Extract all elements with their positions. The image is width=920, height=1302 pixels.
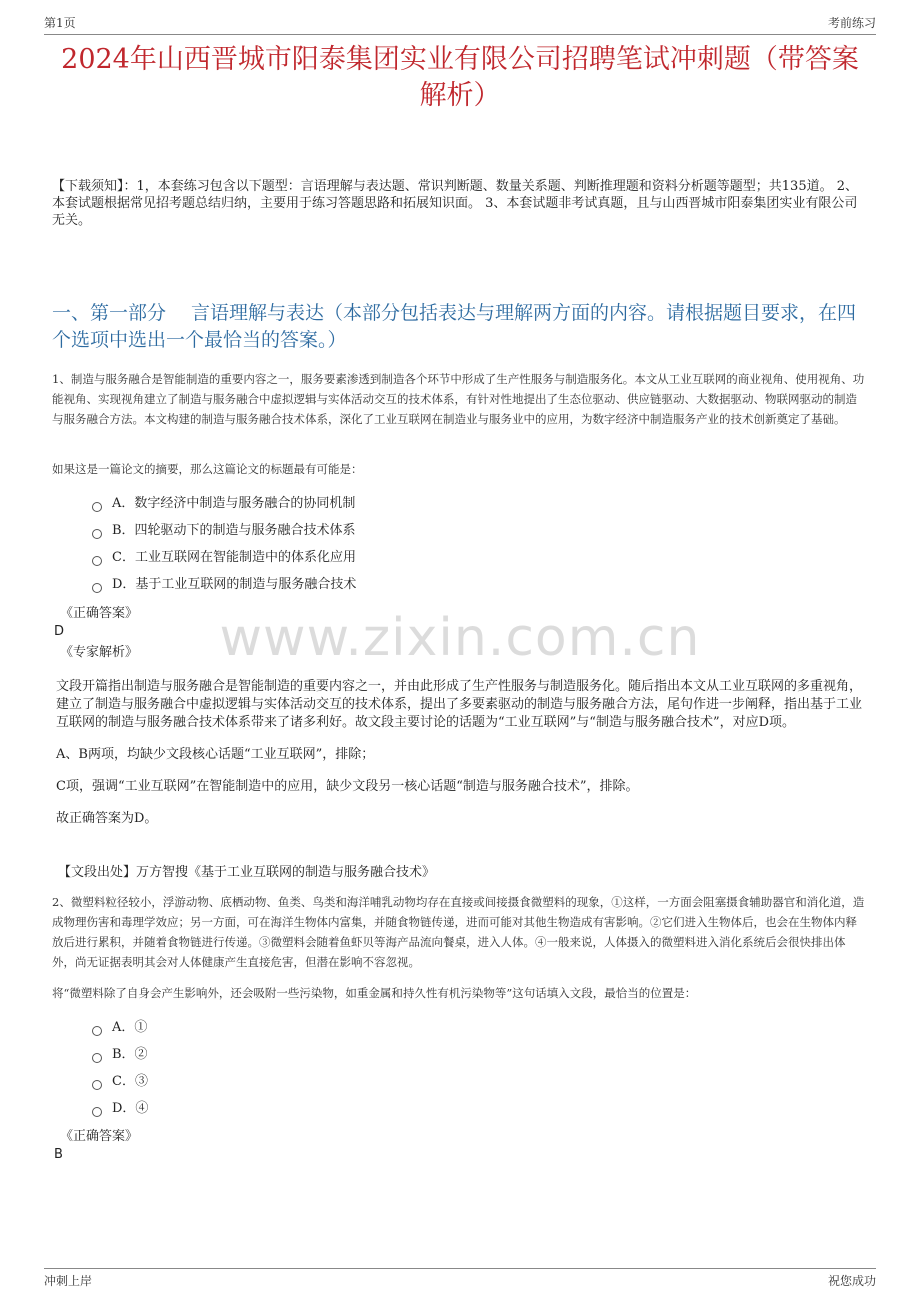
- option-b[interactable]: [92, 517, 356, 544]
- option-label: A．①: [112, 1020, 148, 1035]
- option-label: C．工业互联网在智能制造中的体系化应用: [112, 550, 356, 565]
- document-title: 2024年山西晋城市阳泰集团实业有限公司招聘笔试冲刺题（带答案解析）: [61, 44, 859, 111]
- option-label: D．基于工业互联网的制造与服务融合技术: [112, 577, 357, 592]
- answer-value: B: [54, 1147, 63, 1162]
- passage-source: 【文段出处】万方智搜《基于工业互联网的制造与服务融合技术》: [58, 865, 436, 880]
- radio-icon[interactable]: [92, 1080, 102, 1090]
- radio-icon[interactable]: [92, 1026, 102, 1036]
- option-a[interactable]: [92, 1014, 148, 1041]
- radio-icon[interactable]: [92, 502, 102, 512]
- option-label: A．数字经济中制造与服务融合的协同机制: [112, 496, 356, 511]
- analysis-body: [56, 678, 864, 842]
- footer-right-text: 祝您成功: [827, 1274, 876, 1288]
- option-c[interactable]: [92, 544, 356, 571]
- analysis-paragraph: 故正确答案为D。: [56, 811, 158, 826]
- answer-label: 《正确答案》: [60, 606, 139, 621]
- header-right-text: 考前练习: [827, 16, 876, 30]
- page-number: 第1页: [44, 16, 76, 30]
- answer-label: 《正确答案》: [60, 1129, 139, 1144]
- analysis-paragraph: 文段开篇指出制造与服务融合是智能制造的重要内容之一，并由此形成了生产性服务与制造服务化。随后指出本文从工业互联网的多重视角，建立了制造与服务融合中虚拟逻辑与实体活动交互的技术体系，提出了多要素驱动的制造与服务融合方法，尾句作进一步阐释，指出基于工业互联网的制造与服务融合技术体系带来了诸多利好。故文段主要讨论的话题为“工业互联网”与“制造与服务融合技术”，对应D项。: [56, 679, 863, 730]
- option-label: D．④: [112, 1101, 149, 1116]
- radio-icon[interactable]: [92, 529, 102, 539]
- option-label: C．③: [112, 1074, 148, 1089]
- option-d[interactable]: [92, 1095, 148, 1122]
- page-header: [44, 12, 876, 35]
- download-notice: 【下载须知】：1，本套练习包含以下题型：言语理解与表达题、常识判断题、数量关系题、判断推理题和资料分析题等题型；共135道。 2、本套试题根据常见招考题总结归纳，主要用于练习答题思路和拓展知识面。 3、本套试题非考试真题，且与山西晋城市阳泰集团实业有限公司无关。: [52, 179, 858, 228]
- option-b[interactable]: [92, 1041, 148, 1068]
- analysis-label: 《专家解析》: [60, 645, 139, 660]
- radio-icon[interactable]: [92, 556, 102, 566]
- question-1-options: [92, 490, 356, 598]
- radio-icon[interactable]: [92, 1053, 102, 1063]
- page-footer: [44, 1268, 876, 1299]
- radio-icon[interactable]: [92, 583, 102, 593]
- analysis-paragraph: A、B两项，均缺少文段核心话题“工业互联网”，排除；: [56, 747, 375, 762]
- option-c[interactable]: [92, 1068, 148, 1095]
- option-label: B．②: [112, 1047, 148, 1062]
- question-2-options: [92, 1014, 148, 1122]
- question-2-prompt: 将“微塑料除了自身会产生影响外，还会吸附一些污染物，如重金属和持久性有机污染物等”这句话填入文段，最恰当的位置是：: [52, 986, 697, 1000]
- option-a[interactable]: [92, 490, 356, 517]
- watermark: www.zixin.com.cn: [219, 608, 701, 668]
- section-heading: 一、第一部分 言语理解与表达（本部分包括表达与理解两方面的内容。请根据题目要求，在四个选项中选出一个最恰当的答案。）: [52, 302, 857, 351]
- radio-icon[interactable]: [92, 1107, 102, 1117]
- question-2-passage: 2、微塑料粒径较小，浮游动物、底栖动物、鱼类、鸟类和海洋哺乳动物均存在直接或间接摄食微塑料的现象，①这样，一方面会阻塞摄食辅助器官和消化道，造成物理伤害和毒理学效应；另一方面，可在海洋生物体内富集，并随食物链传递，进而可能对其他生物造成有害影响。②它们进入生物体后，也会在生物体内释放后进行累积，并随着食物链进行传递。③微塑料会随着鱼虾贝等海产品流向餐桌，进入人体。④一般来说，人体摄入的微塑料进入消化系统后会很快排出体外，尚无证据表明其会对人体健康产生直接危害，但潜在影响不容忽视。: [52, 895, 865, 969]
- question-1-passage: 1、制造与服务融合是智能制造的重要内容之一，服务要素渗透到制造各个环节中形成了生产性服务与制造服务化。本文从工业互联网的商业视角、使用视角、功能视角、实现视角建立了制造与服务融合中虚拟逻辑与实体活动交互的技术体系，有针对性地提出了生态位驱动、供应链驱动、大数据驱动、物联网驱动的制造与服务融合方法。本文构建的制造与服务融合技术体系，深化了工业互联网在制造业与服务业中的应用，为数字经济中制造服务产业的技术创新奠定了基础。: [52, 372, 865, 426]
- answer-value: D: [54, 624, 65, 639]
- option-d[interactable]: [92, 571, 356, 598]
- question-1-prompt: 如果这是一篇论文的摘要，那么这篇论文的标题最有可能是：: [52, 462, 363, 476]
- analysis-paragraph: C项，强调“工业互联网”在智能制造中的应用，缺少文段另一核心话题“制造与服务融合技术”，排除。: [56, 779, 639, 794]
- footer-left-text: 冲刺上岸: [44, 1274, 93, 1288]
- option-label: B．四轮驱动下的制造与服务融合技术体系: [112, 523, 356, 538]
